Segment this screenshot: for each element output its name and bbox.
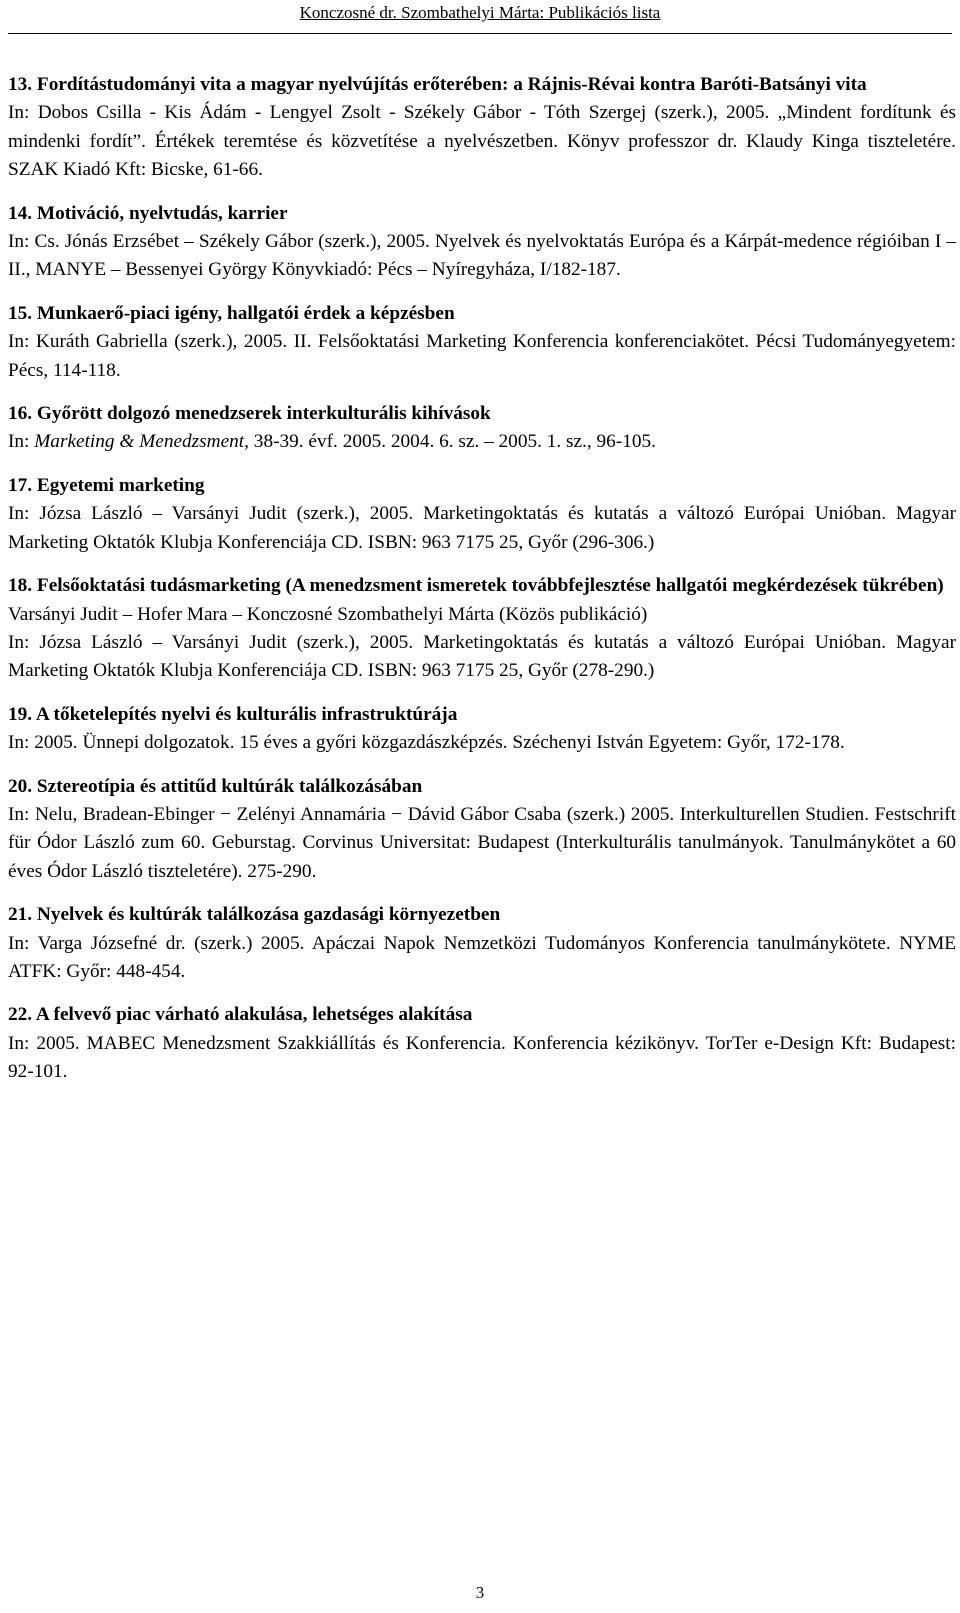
publication-title: 17. Egyetemi marketing [8,474,205,496]
citation-details: 38-39. évf. 2005. 2004. 6. sz. – 2005. 1. sz., 96-105. [248,431,656,453]
publication-title: 18. Felsőoktatási tudásmarketing (A menedzsment ismeretek továbbfejlesztése hallgatói megkérdezések tükrében) [8,575,944,597]
publication-citation: In: 2005. MABEC Menedzsment Szakkiállítás és Konferencia. Konferencia kézikönyv. TorTer e-Design Kft: Budapest: 92-101. [8,1032,956,1083]
publication-citation: In: Józsa László – Varsányi Judit (szerk.), 2005. Marketingoktatás és kutatás a változó Európai Unióban. Magyar Marketing Oktatók Klubja Konferenciája CD. ISBN: 963 7175 25, Győr (278-290.) [8,631,956,682]
publication-authors: Varsányi Judit – Hofer Mara – Konczosné Szombathelyi Márta (Közös publikáció) [8,603,648,625]
publication-entry-13 [8,71,956,185]
publication-title: 14. Motiváció, nyelvtudás, karrier [8,202,288,224]
publication-entry-17 [8,472,956,557]
publication-title: 13. Fordítástudományi vita a magyar nyelvújítás erőterében: a Rájnis-Révai kontra Baróti-Batsányi vita [8,74,867,95]
publication-title: 19. A tőketelepítés nyelvi és kulturális infrastruktúrája [8,703,458,725]
page-number: 3 [475,1583,485,1602]
publication-citation: In: Varga Józsefné dr. (szerk.) 2005. Apáczai Napok Nemzetközi Tudományos Konferencia tanulmánykötete. NYME ATFK: Győr: 448-454. [8,932,956,982]
citation-prefix: In: [8,431,35,453]
publication-citation: In: Józsa László – Varsányi Judit (szerk.), 2005. Marketingoktatás és kutatás a változó Európai Unióban. Magyar Marketing Oktatók Klubja Konferenciája CD. ISBN: 963 7175 25, Győr (296-306.) [8,503,956,553]
publication-title: 20. Sztereotípia és attitűd kultúrák találkozásában [8,775,423,797]
header-divider [8,33,952,34]
publication-entry-18 [8,572,956,686]
running-header-text: Konczosné dr. Szombathelyi Márta: Publikációs lista [299,3,661,22]
publication-citation: In: Nelu, Bradean-Ebinger − Zelényi Annamária − Dávid Gábor Csaba (szerk.) 2005. Interkulturellen Studien. Festschrift für Ódor László zum 60. Geburstag. Corvinus Universitat: Budapest (Interkulturális tanulmányok. Tanulmánykötet a 60 éves Ódor László tiszteletére). 275-290. [8,803,956,882]
publication-citation: In: Dobos Csilla - Kis Ádám - Lengyel Zsolt - Székely Gábor - Tóth Szergej (szerk.), 2005. „Mindent fordítunk és mindenki fordít”. Értékek teremtése és közvetítése a nyelvészetben. Könyv professzor dr. Klaudy Kinga tiszteletére. SZAK Kiadó Kft: Bicske, 61-66. [8,102,956,181]
publication-title: 22. A felvevő piac várható alakulása, lehetséges alakítása [8,1004,473,1026]
publication-entry-15 [8,300,956,385]
publication-entry-21 [8,901,956,986]
publication-list [8,71,956,1102]
publication-citation: In: Cs. Jónás Erzsébet – Székely Gábor (szerk.), 2005. Nyelvek és nyelvoktatás Európa és a Kárpát-medence régióiban I – II., MANYE – Bessenyei György Könyvkiadó: Pécs – Nyíregyháza, I/182-187. [8,231,956,281]
running-header [0,3,960,23]
publication-citation: In: 2005. Ünnepi dolgozatok. 15 éves a győri közgazdászképzés. Széchenyi István Egyetem: Győr, 172-178. [8,732,845,754]
publication-entry-19 [8,701,956,758]
publication-entry-16 [8,400,956,457]
publication-title: 16. Győrött dolgozó menedzserek interkulturális kihívások [8,403,491,425]
publication-title: 15. Munkaerő-piaci igény, hallgatói érdek a képzésben [8,302,455,324]
publication-entry-20 [8,773,956,887]
publication-entry-22 [8,1001,956,1086]
publication-title: 21. Nyelvek és kultúrák találkozása gazdasági környezetben [8,904,501,926]
journal-name: Marketing & Menedzsment, [34,431,249,453]
publication-entry-14 [8,200,956,285]
publication-citation [8,428,956,456]
publication-citation: In: Kuráth Gabriella (szerk.), 2005. II. Felsőoktatási Marketing Konferencia konferenciakötet. Pécsi Tudományegyetem: Pécs, 114-118. [8,331,956,381]
